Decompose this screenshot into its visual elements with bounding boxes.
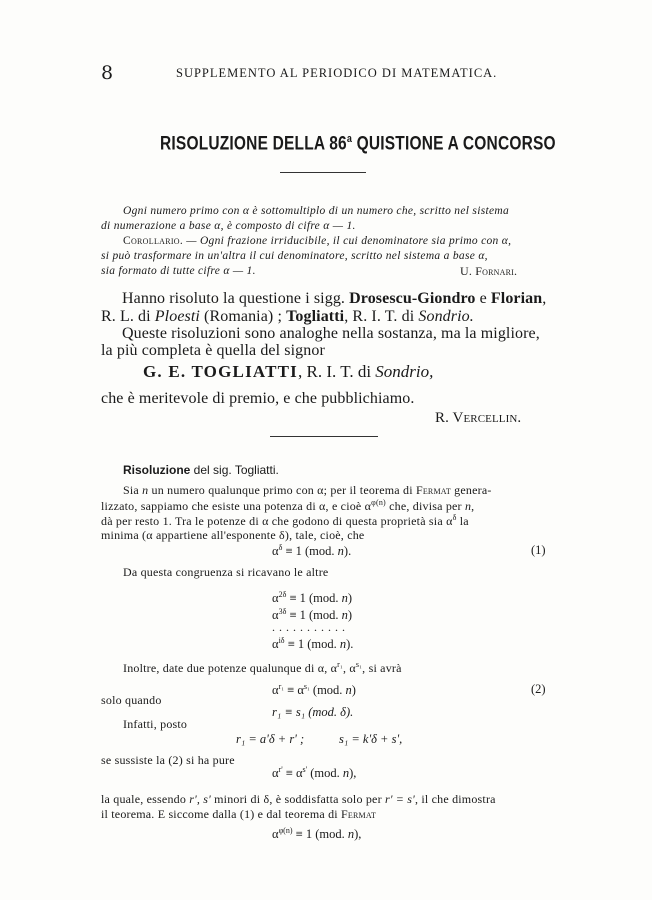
running-header: SUPPLEMENTO AL PERIODICO DI MATEMATICA. [176,66,498,80]
equation-9: $\alpha^{\varphi(n)} \equiv 1$ (mod. n), [272,826,362,842]
solution-p1-line-2: lizzato, sappiamo che esiste una potenza di α, e cioè $\alpha^{\varphi(n)}$ che, divisa per n, [101,498,475,513]
editor-signature: R. Vercellin. [435,410,522,426]
solution-p4: solo quando [101,693,162,707]
solution-p1-line-3: dà per resto 1. Tra le potenze di α che godono di questa proprietà sia $\alpha^\delta$ la [101,513,469,528]
page-number: 8 [101,62,114,84]
corollary-line-1: Corollario. — Ogni frazione irriducibile, il cui denominatore sia primo con α, [123,235,512,247]
announcement-line-5: che è meritevole di premio, e che pubblichiamo. [101,390,415,407]
corollary-label: Corollario. [123,235,184,247]
announcement-line-2: R. L. di Ploesti (Romania) ; Togliatti, R. I. T. di Sondrio. [101,308,474,325]
solution-p1-line-4: minima (α appartiene all'esponente δ), tale, cioè, che [101,528,365,542]
corollary-line-2: si può trasformare in un'altra il cui denominatore, scritto nel sistema a base α, [101,250,488,262]
equation-1: $\alpha^\delta \equiv 1$ (mod. n). [272,543,352,559]
announcement-line-4: la più completa è quella del signor [101,342,325,359]
problem-line-2: di numerazione a base α, è composto di cifre α — 1. [101,220,356,232]
solution-p2: Da questa congruenza si ricavano le altre [123,565,329,579]
equation-5: $\alpha^{r_1} \equiv \alpha^{s_1}$ (mod. n) [272,682,356,698]
equation-3: $\alpha^{3\delta} \equiv 1$ (mod. n) [272,607,353,623]
equation-2: $\alpha^{2\delta} \equiv 1$ (mod. n) [272,590,353,606]
solution-p7-line-1: la quale, essendo r', s' minori di δ, è soddisfatta solo per r' = s', il che dimostra [101,792,496,806]
winner-line: G. E. TOGLIATTI, R. I. T. di Sondrio, [143,362,434,381]
solution-heading: Risoluzione del sig. Togliatti. [123,463,279,477]
announcement-line-3: Queste risoluzioni sono analoghe nella sostanza, ma la migliore, [122,325,540,342]
corollary-line-3: sia formato di tutte cifre α — 1. [101,265,256,277]
equation-1-number: (1) [531,543,546,557]
article-title: RISOLUZIONE DELLA 86$^a$ QUISTIONE A CONCORSO [160,132,556,155]
equation-7a: r₁ = a'δ + r' ; [236,732,305,746]
equation-4: $\alpha^{i\delta} \equiv 1$ (mod. n). [272,636,354,652]
solution-p1-line-1: Sia n un numero qualunque primo con α; per il teorema di Fermat genera- [123,483,492,497]
solution-p3: Inoltre, date due potenze qualunque di α, $\alpha^{r_1}$, $\alpha^{s_1}$, si avrà [123,660,402,675]
solution-p7-line-2: il teorema. E siccome dalla (1) e dal teorema di Fermat [101,807,377,821]
title-rule [280,172,366,173]
equation-6: r₁ ≡ s₁ (mod. δ). [272,705,354,719]
equation-8: $\alpha^{r'} \equiv \alpha^{s'}$ (mod. n), [272,765,357,781]
section-rule [270,436,378,437]
problem-line-1: Ogni numero primo con α è sottomultiplo di un numero che, scritto nel sistema [123,205,510,217]
announcement-line-1: Hanno risoluto la questione i sigg. Drosescu-Giondro e Florian, [122,290,547,307]
problem-author: U. Fornari. [460,264,518,278]
solution-p6: se sussiste la (2) si ha pure [101,753,235,767]
solution-p5: Infatti, posto [123,717,188,731]
equation-7b: s₁ = k'δ + s', [339,732,403,746]
ellipsis-row: ........... [272,620,349,634]
equation-2-number: (2) [531,682,546,696]
